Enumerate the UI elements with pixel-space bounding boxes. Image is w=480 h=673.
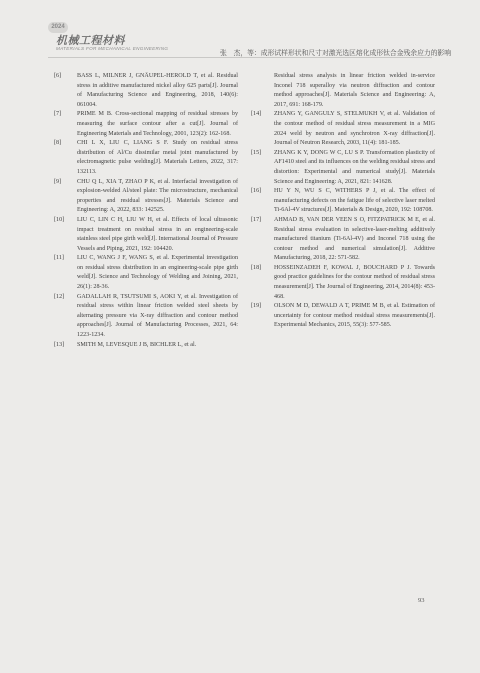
reference-text: GADALLAH R, TSUTSUMI S, AOKI Y, et al. Investigation of residual stress within linear friction welded steel sheets by alternating pressure via X-ray diffraction and contour method approaches[J]. Journal of Manufacturing Processes, 2021, 64: 1223-1234. <box>77 293 238 339</box>
reference-item <box>54 216 238 254</box>
reference-item <box>54 178 238 216</box>
reference-item <box>251 302 435 331</box>
reference-item <box>251 264 435 302</box>
reference-item <box>54 293 238 341</box>
journal-logo-en: MATERIALS FOR MECHANICAL ENGINEERING <box>56 46 169 51</box>
reference-text: BASS L, MILNER J, GNÄUPEL-HEROLD T, et al. Residual stress in additive manufactured nickel alloy 625 parts[J]. Journal of Manufacturing Science and Engineering, 2018, 140(6): 061004. <box>77 73 238 108</box>
running-title: 张 杰，等：成形试样形状和尺寸对激光选区熔化成形钛合金残余应力的影响 <box>220 50 452 57</box>
reference-item <box>54 110 238 139</box>
reference-number: [6] <box>54 73 62 79</box>
reference-item <box>54 139 238 177</box>
header-divider <box>48 57 432 58</box>
reference-text: PRIME M B. Cross-sectional mapping of residual stresses by measuring the surface contour after a cut[J]. Journal of Engineering Materials and Technology, 2001, 123(2): 162-168. <box>77 111 238 137</box>
reference-text: CHU Q L, XIA T, ZHAO P K, et al. Interfacial investigation of explosion-welded Al/steel plate: The microstructure, mechanical properties and residual stresses[J]. Materials Science and Engineering: A, 2022, 833: 142525. <box>77 178 238 214</box>
page-number: 93 <box>418 597 425 604</box>
reference-text: HOSSEINZADEH F, KOWAL J, BOUCHARD P J. Towards good practice guidelines for the contour method of residual stress measurement[J]. The Journal of Engineering, 2014, 2014(8): 453-468. <box>274 264 435 300</box>
reference-number: [8] <box>54 140 62 147</box>
reference-item <box>251 187 435 216</box>
page-header <box>0 0 480 60</box>
reference-item <box>251 216 435 264</box>
reference-number: [11] <box>54 255 64 262</box>
reference-number: [15] <box>251 149 262 156</box>
reference-number: [10] <box>54 216 65 223</box>
reference-text: Residual stress analysis in linear friction welded in-service Inconel 718 superalloy via neutron diffraction and contour method approaches[J]. Materials Science and Engineering: A, 2017, 691: 168-179. <box>274 73 435 108</box>
reference-number: [13] <box>54 341 65 348</box>
reference-text: LIU C, LIN C H, LIU W H, et al. Effects of local ultrasonic impact treatment on residual stress in an engineering-scale stainless steel pipe girth weld[J]. International Journal of Pressure Vessels and Piping, 2021, 192: 104420. <box>77 216 238 252</box>
reference-text: ZHANG K Y, DONG W C, LU S P. Transformation plasticity of AF1410 steel and its influences on the welding residual stress and distortion: Experimental and numerical study[J]. Materials Science and Engineering: A, 2021, 821: 141628. <box>274 149 435 185</box>
reference-text: HU Y N, WU S C, WITHERS P J, et al. The effect of manufacturing defects on the fatigue life of selective laser melted Ti-6Al-4V structures[J]. Materials & Design, 2020, 192: 108708. <box>274 188 435 214</box>
reference-text: ZHANG Y, GANGULY S, STELMUKH V, et al. Validation of the contour method of residual stress measurement in a MIG 2024 weld by neutron and synchrotron X-ray diffraction[J]. Journal of Neutron Research, 2003, 11(4): 181-185. <box>274 111 435 147</box>
reference-number: [9] <box>54 178 62 185</box>
reference-number: [7] <box>54 111 62 118</box>
reference-number: [17] <box>251 216 262 223</box>
reference-number: [19] <box>251 303 262 310</box>
references-right-column <box>251 72 435 331</box>
reference-item <box>251 110 435 148</box>
reference-item <box>251 72 435 110</box>
reference-item <box>54 72 238 110</box>
reference-item <box>54 254 238 292</box>
reference-number: [18] <box>251 264 262 271</box>
reference-item <box>54 341 238 351</box>
reference-text: AHMAD B, VAN DER VEEN S O, FITZPATRICK M E, et al. Residual stress evaluation in selective-laser-melting additively manufactured titanium (Ti-6Al-4V) and Inconel 718 using the contour method and numerical simulation[J]. Additive Manufacturing, 2018, 22: 571-582. <box>274 216 435 262</box>
reference-text: LIU C, WANG J F, WANG S, et al. Experimental investigation on residual stress distribution in an engineering-scale pipe girth weld[J]. Science and Technology of Welding and Joining, 2021, 26(1): 28-36. <box>77 255 238 291</box>
reference-text: SMITH M, LEVESQUE J B, BICHLER L, et al. <box>77 341 197 348</box>
reference-text: CHI L X, LIU C, LIANG S F. Study on residual stress distribution of Al/Cu dissimilar metal joint manufactured by electromagnetic pulse welding[J]. Materials Letters, 2022, 317: 132113. <box>77 140 238 175</box>
reference-item <box>251 149 435 187</box>
reference-number: [14] <box>251 111 262 118</box>
references-left-column <box>54 72 238 350</box>
reference-text: OLSON M D, DEWALD A T, PRIME M B, et al. Estimation of uncertainty for contour method residual stress measurements[J]. Experimental Mechanics, 2015, 55(3): 577-585. <box>274 303 435 329</box>
year-badge: 2024 <box>48 22 68 33</box>
reference-number: [12] <box>54 293 65 300</box>
reference-number: [16] <box>251 188 262 195</box>
journal-logo-cn: 机械工程材料 <box>56 34 125 47</box>
